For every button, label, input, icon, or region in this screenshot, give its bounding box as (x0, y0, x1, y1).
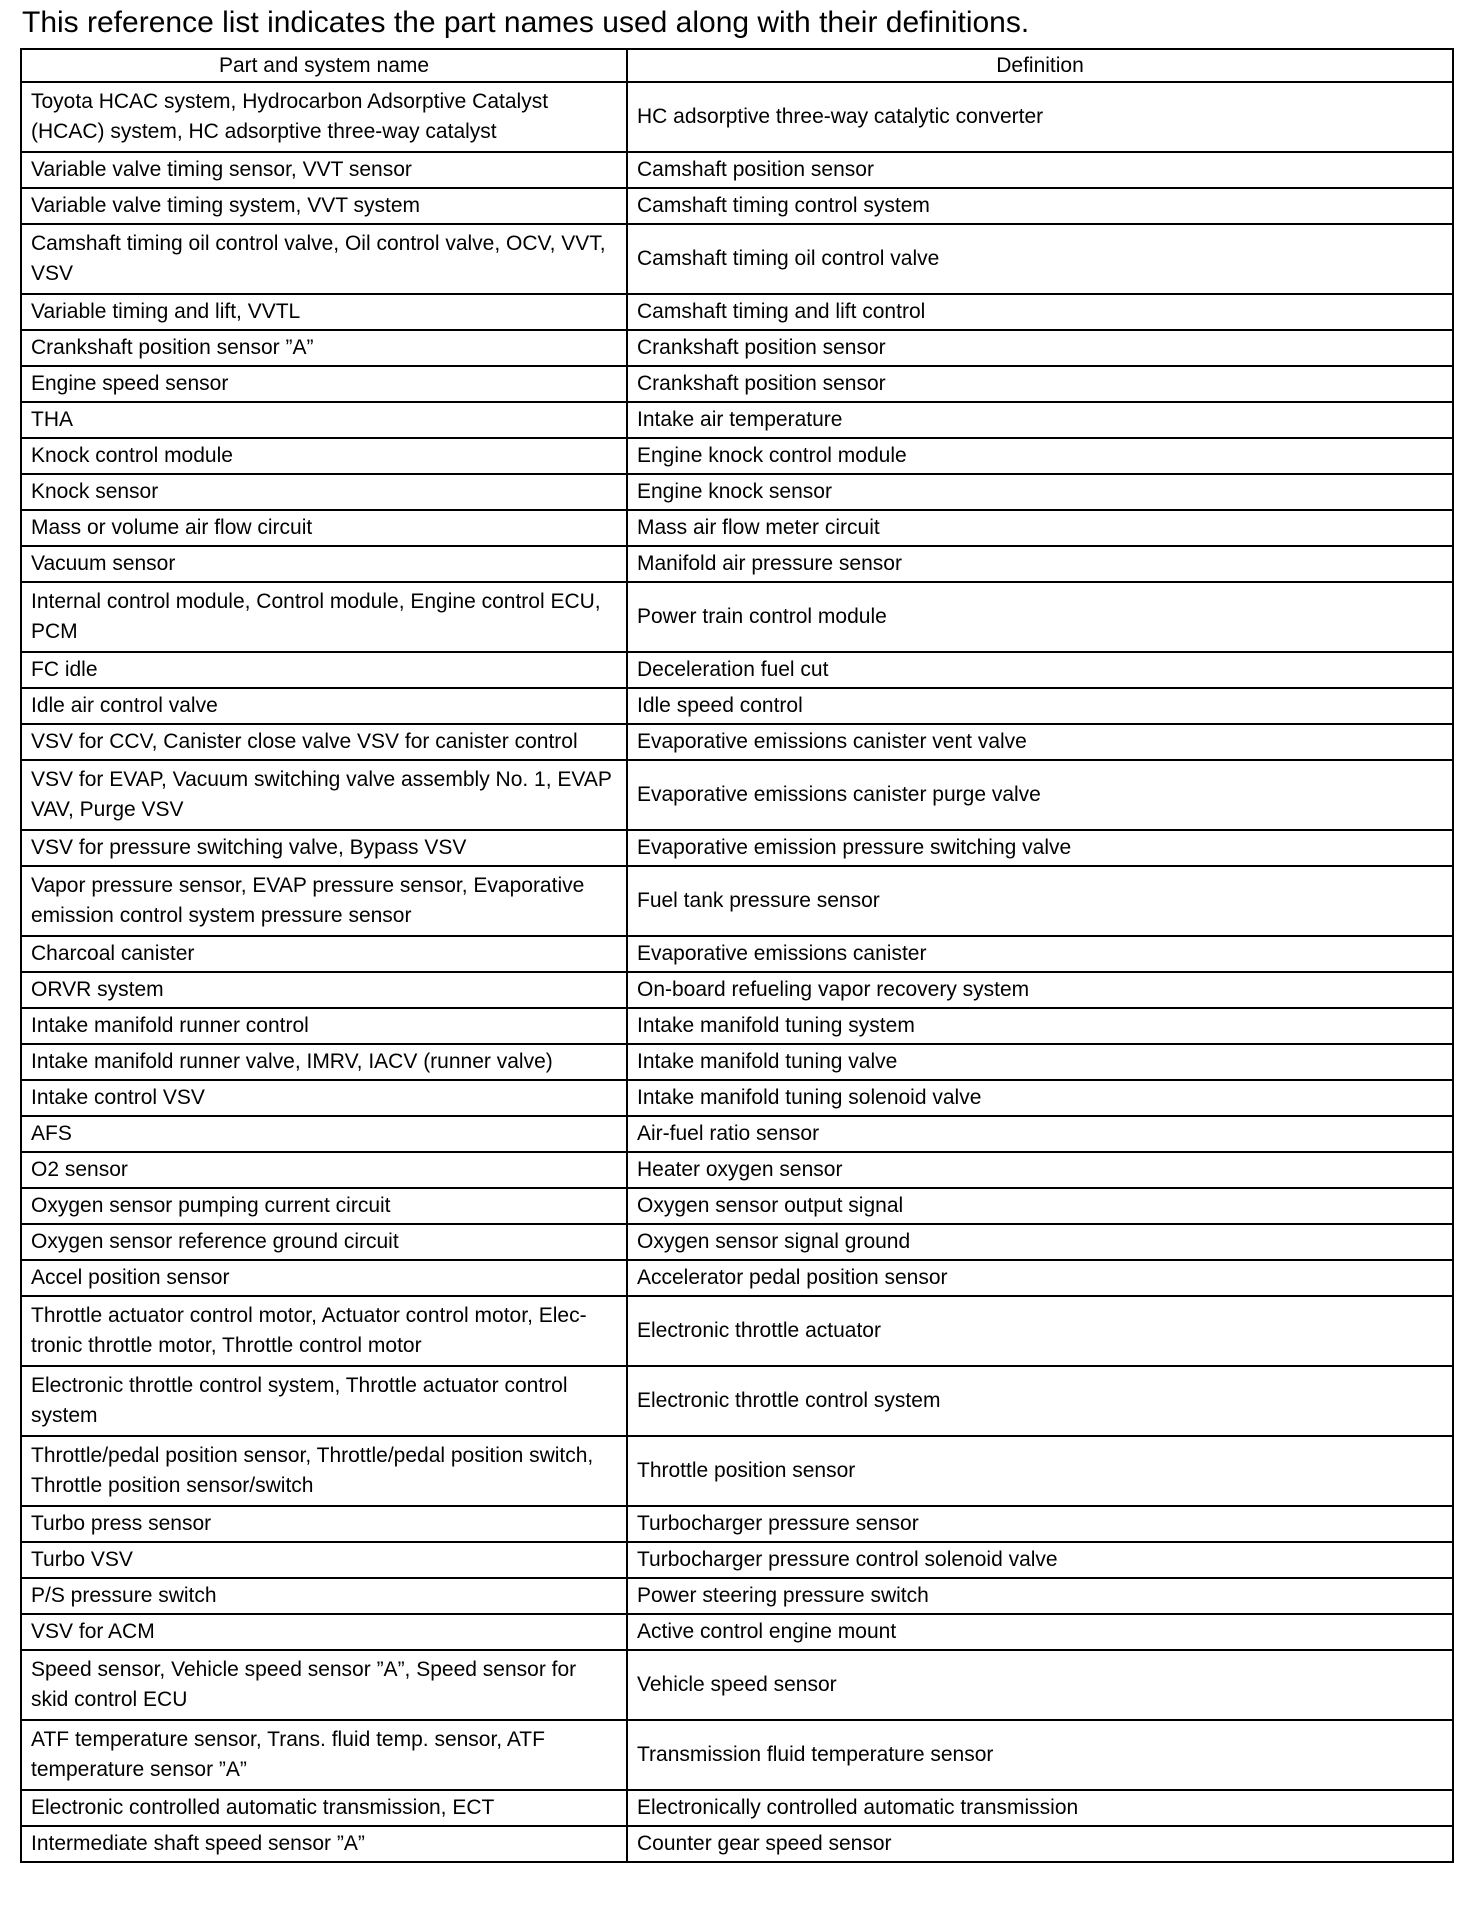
table-row (21, 1436, 1453, 1506)
part-name-cell: Toyota HCAC system, Hydrocarbon Adsorptive Catalyst (HCAC) system, HC adsorptive three-way catalyst (21, 82, 627, 152)
table-row (21, 936, 1453, 972)
table-row (21, 294, 1453, 330)
table-row (21, 582, 1453, 652)
table-row (21, 688, 1453, 724)
definition-cell: Evaporative emissions canister (627, 936, 1453, 972)
part-name-cell: Intake manifold runner valve, IMRV, IACV (runner valve) (21, 1044, 627, 1080)
definition-cell: Air-fuel ratio sensor (627, 1116, 1453, 1152)
part-name-cell: ORVR system (21, 972, 627, 1008)
part-name-cell: Mass or volume air flow circuit (21, 510, 627, 546)
part-name-cell: Vapor pressure sensor, EVAP pressure sensor, Evaporative emission control system pressure sensor (21, 866, 627, 936)
part-name-cell: Speed sensor, Vehicle speed sensor ”A”, Speed sensor for skid control ECU (21, 1650, 627, 1720)
definition-cell: Evaporative emissions canister purge valve (627, 760, 1453, 830)
table-row (21, 760, 1453, 830)
definition-cell: Electronically controlled automatic transmission (627, 1790, 1453, 1826)
table-row (21, 1260, 1453, 1296)
part-name-cell: Variable valve timing system, VVT system (21, 188, 627, 224)
intro-text: This reference list indicates the part names used along with their definitions. (22, 6, 1030, 39)
part-name-cell: Throttle/pedal position sensor, Throttle/pedal position switch, Throttle position sensor/switch (21, 1436, 627, 1506)
definition-cell: Engine knock sensor (627, 474, 1453, 510)
definition-cell: HC adsorptive three-way catalytic converter (627, 82, 1453, 152)
definition-cell: On-board refueling vapor recovery system (627, 972, 1453, 1008)
part-name-cell: P/S pressure switch (21, 1578, 627, 1614)
table-row (21, 1188, 1453, 1224)
part-name-cell: VSV for EVAP, Vacuum switching valve assembly No. 1, EVAP VAV, Purge VSV (21, 760, 627, 830)
definition-cell: Counter gear speed sensor (627, 1826, 1453, 1862)
part-name-cell: Electronic controlled automatic transmission, ECT (21, 1790, 627, 1826)
table-row (21, 224, 1453, 294)
part-name-cell: Intake manifold runner control (21, 1008, 627, 1044)
table-row (21, 1542, 1453, 1578)
definition-cell: Intake air temperature (627, 402, 1453, 438)
part-name-cell: ATF temperature sensor, Trans. fluid temp. sensor, ATF temperature sensor ”A” (21, 1720, 627, 1790)
table-row (21, 402, 1453, 438)
part-name-cell: THA (21, 402, 627, 438)
table-row (21, 1116, 1453, 1152)
definition-cell: Power steering pressure switch (627, 1578, 1453, 1614)
table-row (21, 188, 1453, 224)
definition-cell: Transmission fluid temperature sensor (627, 1720, 1453, 1790)
table-row (21, 724, 1453, 760)
table-row (21, 1008, 1453, 1044)
part-name-cell: VSV for pressure switching valve, Bypass VSV (21, 830, 627, 866)
table-row (21, 1296, 1453, 1366)
definition-cell: Throttle position sensor (627, 1436, 1453, 1506)
part-name-cell: Knock control module (21, 438, 627, 474)
part-name-cell: Oxygen sensor reference ground circuit (21, 1224, 627, 1260)
definition-cell: Turbocharger pressure sensor (627, 1506, 1453, 1542)
definition-cell: Crankshaft position sensor (627, 330, 1453, 366)
table-row (21, 1650, 1453, 1720)
table-row (21, 1366, 1453, 1436)
part-name-cell: Variable valve timing sensor, VVT sensor (21, 152, 627, 188)
table-row (21, 1080, 1453, 1116)
definition-cell: Mass air flow meter circuit (627, 510, 1453, 546)
reference-table (20, 48, 1454, 1863)
part-name-cell: Intake control VSV (21, 1080, 627, 1116)
table-row (21, 438, 1453, 474)
table-row (21, 546, 1453, 582)
definition-cell: Electronic throttle actuator (627, 1296, 1453, 1366)
part-name-cell: Oxygen sensor pumping current circuit (21, 1188, 627, 1224)
definition-cell: Vehicle speed sensor (627, 1650, 1453, 1720)
table-row (21, 1578, 1453, 1614)
part-name-cell: AFS (21, 1116, 627, 1152)
part-name-cell: Vacuum sensor (21, 546, 627, 582)
header-definition: Definition (627, 49, 1453, 82)
definition-cell: Engine knock control module (627, 438, 1453, 474)
table-row (21, 1720, 1453, 1790)
table-row (21, 82, 1453, 152)
part-name-cell: Variable timing and lift, VVTL (21, 294, 627, 330)
table-row (21, 830, 1453, 866)
table-row (21, 1506, 1453, 1542)
definition-cell: Camshaft timing oil control valve (627, 224, 1453, 294)
definition-cell: Deceleration fuel cut (627, 652, 1453, 688)
definition-cell: Intake manifold tuning valve (627, 1044, 1453, 1080)
definition-cell: Oxygen sensor output signal (627, 1188, 1453, 1224)
part-name-cell: VSV for CCV, Canister close valve VSV for canister control (21, 724, 627, 760)
table-row (21, 972, 1453, 1008)
definition-cell: Heater oxygen sensor (627, 1152, 1453, 1188)
table-row (21, 1152, 1453, 1188)
header-part-name: Part and system name (21, 49, 627, 82)
table-header-row (21, 49, 1453, 82)
definition-cell: Camshaft position sensor (627, 152, 1453, 188)
table-row (21, 330, 1453, 366)
table-row (21, 1790, 1453, 1826)
definition-cell: Manifold air pressure sensor (627, 546, 1453, 582)
definition-cell: Power train control module (627, 582, 1453, 652)
definition-cell: Camshaft timing and lift control (627, 294, 1453, 330)
definition-cell: Intake manifold tuning solenoid valve (627, 1080, 1453, 1116)
part-name-cell: Internal control module, Control module, Engine control ECU, PCM (21, 582, 627, 652)
definition-cell: Oxygen sensor signal ground (627, 1224, 1453, 1260)
definition-cell: Idle speed control (627, 688, 1453, 724)
part-name-cell: Engine speed sensor (21, 366, 627, 402)
definition-cell: Intake manifold tuning system (627, 1008, 1453, 1044)
part-name-cell: Throttle actuator control motor, Actuator control motor, Elec-tronic throttle motor, Throttle control motor (21, 1296, 627, 1366)
definition-cell: Accelerator pedal position sensor (627, 1260, 1453, 1296)
table-row (21, 1044, 1453, 1080)
part-name-cell: FC idle (21, 652, 627, 688)
definition-cell: Active control engine mount (627, 1614, 1453, 1650)
part-name-cell: Knock sensor (21, 474, 627, 510)
table-row (21, 1224, 1453, 1260)
part-name-cell: Turbo press sensor (21, 1506, 627, 1542)
table-row (21, 652, 1453, 688)
table-row (21, 366, 1453, 402)
part-name-cell: Charcoal canister (21, 936, 627, 972)
part-name-cell: Idle air control valve (21, 688, 627, 724)
part-name-cell: Accel position sensor (21, 1260, 627, 1296)
definition-cell: Crankshaft position sensor (627, 366, 1453, 402)
table-row (21, 866, 1453, 936)
part-name-cell: O2 sensor (21, 1152, 627, 1188)
definition-cell: Fuel tank pressure sensor (627, 866, 1453, 936)
part-name-cell: Turbo VSV (21, 1542, 627, 1578)
definition-cell: Electronic throttle control system (627, 1366, 1453, 1436)
definition-cell: Evaporative emissions canister vent valve (627, 724, 1453, 760)
definition-cell: Evaporative emission pressure switching valve (627, 830, 1453, 866)
table-row (21, 510, 1453, 546)
table-row (21, 1614, 1453, 1650)
definition-cell: Turbocharger pressure control solenoid valve (627, 1542, 1453, 1578)
table-row (21, 474, 1453, 510)
part-name-cell: Crankshaft position sensor ”A” (21, 330, 627, 366)
definition-cell: Camshaft timing control system (627, 188, 1453, 224)
part-name-cell: Intermediate shaft speed sensor ”A” (21, 1826, 627, 1862)
part-name-cell: Electronic throttle control system, Throttle actuator control system (21, 1366, 627, 1436)
table-row (21, 1826, 1453, 1862)
part-name-cell: VSV for ACM (21, 1614, 627, 1650)
table-row (21, 152, 1453, 188)
part-name-cell: Camshaft timing oil control valve, Oil control valve, OCV, VVT, VSV (21, 224, 627, 294)
